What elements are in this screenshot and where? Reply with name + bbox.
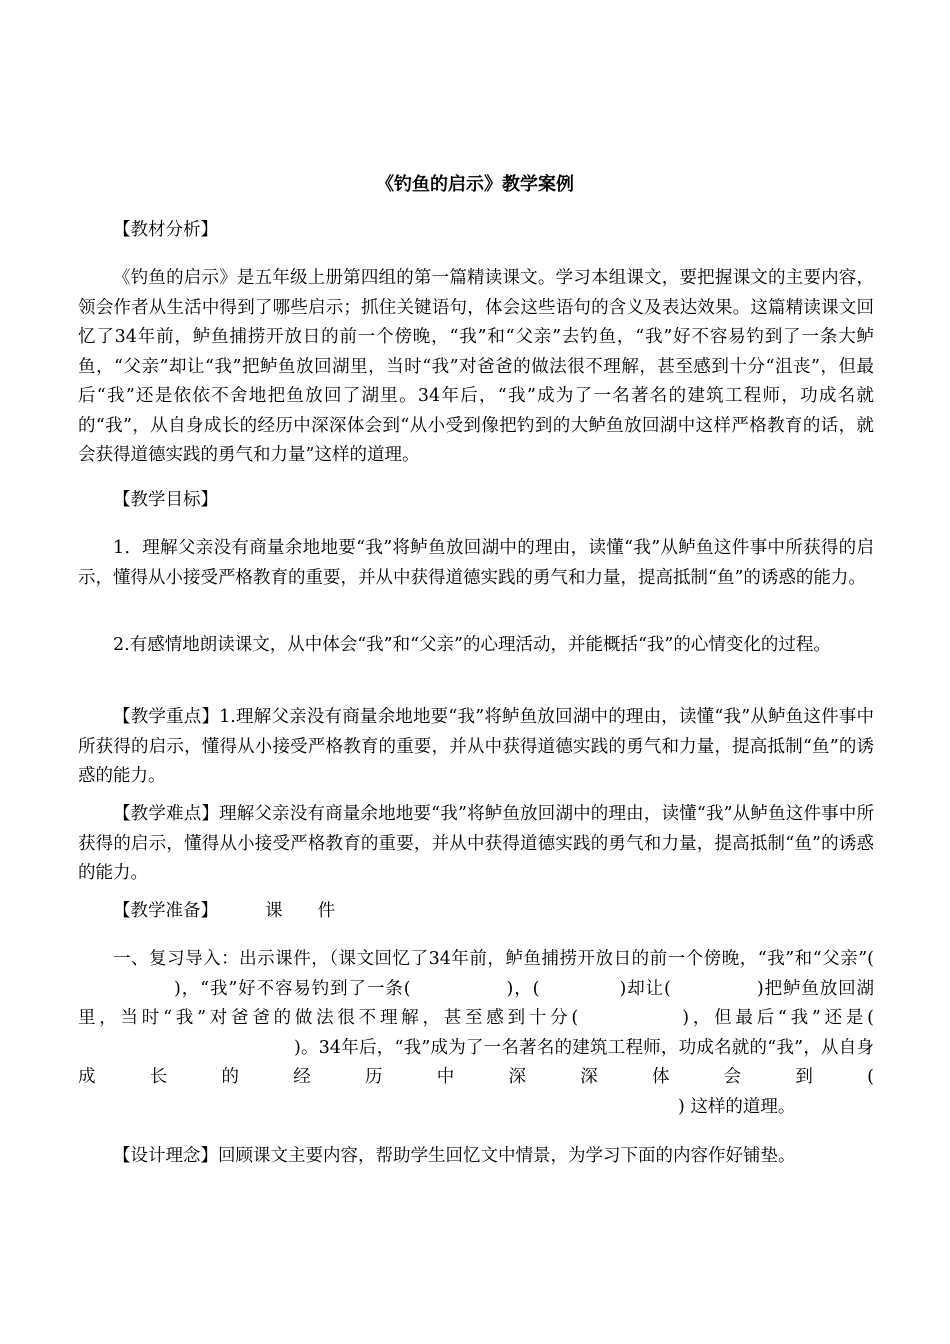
preparation-value: 课 件 <box>265 901 336 921</box>
preparation-line <box>78 897 874 927</box>
goal-item-1: 1．理解父亲没有商量余地地要“我”将鲈鱼放回湖中的理由，读懂“我”从鲈鱼这件事中所获得的启示，懂得从小接受严格教育的重要，并从中获得道德实践的勇气和力量，提高抵制“鱼”的诱惑的能力。 <box>78 538 874 588</box>
document-title: 《钓鱼的启示》教学案例 <box>376 174 574 195</box>
analysis-heading: 【教材分析】 <box>113 220 218 240</box>
key-points-paragraph: 【教学重点】1.理解父亲没有商量余地地要“我”将鲈鱼放回湖中的理由，读懂“我”从鲈鱼这件事中所获得的启示，懂得从小接受严格教育的重要，并从中获得道德实践的勇气和力量，提高抵制“鱼”的诱惑的能力。 <box>78 707 874 786</box>
review-text-5: )把鲈鱼放回湖里，当时“我”对爸爸的做法很不理解，甚至感到十分( <box>78 978 875 1028</box>
difficulties-paragraph: 【教学难点】理解父亲没有商量余地地要“我”将鲈鱼放回湖中的理由，读懂“我”从鲈鱼这件事中所获得的启示，懂得从小接受严格教育的重要，并从中获得道德实践的勇气和力量，提高抵制“鱼”的诱惑的能力。 <box>78 804 874 883</box>
review-text-7: )。34年后，“我”成为了一名著名的建筑工程师，功成名就的“我”，从自身成长的经历中深深体会到( <box>78 1037 874 1087</box>
preparation-heading: 【教学准备】 <box>113 901 218 921</box>
design-concept-paragraph: 【设计理念】回顾课文主要内容，帮助学生回忆文中情景，为学习下面的内容作好铺垫。 <box>113 1146 796 1166</box>
goals-heading: 【教学目标】 <box>113 490 218 510</box>
review-paragraph <box>78 945 874 1122</box>
review-text-8: ) 这样的道理。 <box>678 1096 796 1117</box>
review-text-6: )，但最后“我”还是( <box>682 1008 874 1028</box>
analysis-paragraph: 《钓鱼的启示》是五年级上册第四组的第一篇精读课文。学习本组课文，要把握课文的主要内容，领会作者从生活中得到了哪些启示；抓住关键语句，体会这些语句的含义及表达效果。这篇精读课文回忆了34年前，鲈鱼捕捞开放日的前一个傍晚，“我”和“父亲”去钓鱼，“我”好不容易钓到了一条大鲈鱼，“父亲”却让“我”把鲈鱼放回湖里，当时“我”对爸爸的做法很不理解，甚至感到十分“沮丧”，但最后“我”还是依依不舍地把鱼放回了湖里。34年后，“我”成为了一名著名的建筑工程师，功成名就的“我”，从自身成长的经历中深深体会到“从小受到像把钓到的大鲈鱼放回湖中这样严格教育的话，就会获得道德实践的勇气和力量”这样的道理。 <box>78 268 874 465</box>
review-text-2: )，“我”好不容易钓到了一条( <box>174 978 411 999</box>
goal-item-2: 2.有感情地朗读课文，从中体会“我”和“父亲”的心理活动，并能概括“我”的心情变化的过程。 <box>113 635 831 655</box>
review-text-3: )，( <box>506 978 540 999</box>
review-text-1: 一、复习导入：出示课件，（课文回忆了34年前，鲈鱼捕捞开放日的前一个傍晚，“我”和“父亲”( <box>113 949 874 969</box>
review-text-4: )却让( <box>619 978 671 999</box>
